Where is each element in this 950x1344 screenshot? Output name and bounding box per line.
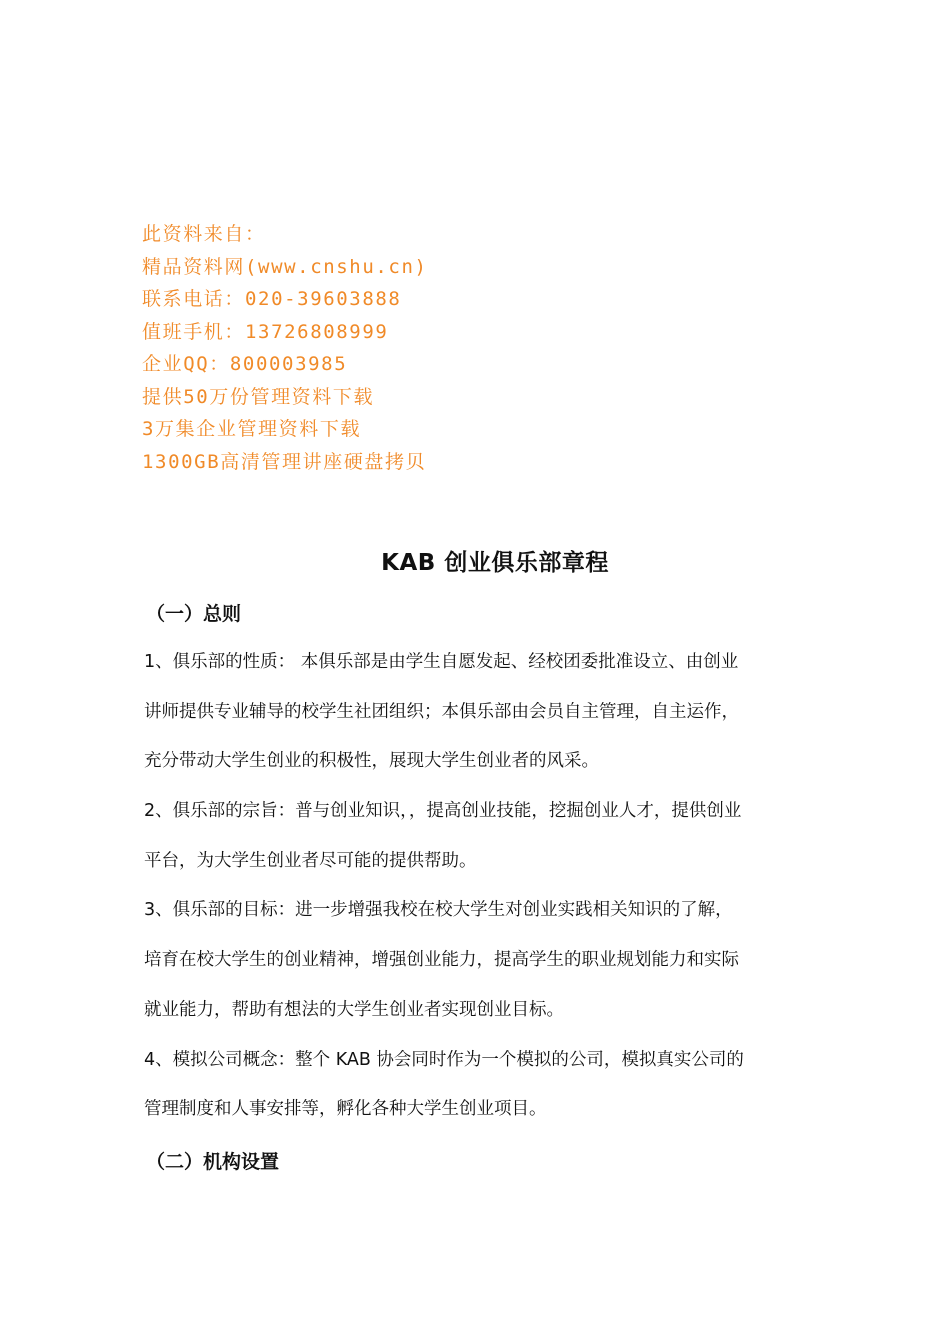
section-general-body (144, 650, 816, 1147)
source-line-offer-3: 1300GB高清管理讲座硬盘拷贝 (142, 450, 427, 473)
source-line-phone: 联系电话：020-39603888 (142, 288, 402, 310)
paragraph-line: 就业能力，帮助有想法的大学生创业者实现创业目标。 (144, 999, 564, 1020)
paragraph-line: 讲师提供专业辅导的校学生社团组织；本俱乐部由会员自主管理，自主运作， (144, 701, 739, 722)
paragraph-line: 4、模拟公司概念：整个 KAB 协会同时作为一个模拟的公司，模拟真实公司的 (144, 1049, 744, 1070)
source-line-offer-2: 3万集企业管理资料下载 (142, 418, 362, 440)
paragraph-line: 1、俱乐部的性质： 本俱乐部是由学生自愿发起、经校团委批准设立、由创业 (144, 652, 739, 672)
paragraph-line: 充分带动大学生创业的积极性，展现大学生创业者的风采。 (144, 751, 599, 772)
paragraph-line: 管理制度和人事安排等，孵化各种大学生创业项目。 (144, 1099, 547, 1120)
section-heading-organization: （二）机构设置 (146, 1151, 280, 1173)
source-line-website: 精品资料网(www.cnshu.cn) (142, 255, 428, 278)
document-title: KAB 创业俱乐部章程 (381, 550, 609, 576)
source-line-intro: 此资料来自： (142, 223, 266, 245)
source-info-block (142, 218, 428, 478)
paragraph-line: 培育在校大学生的创业精神，增强创业能力，提高学生的职业规划能力和实际 (144, 950, 739, 971)
paragraph-line: 平台，为大学生创业者尽可能的提供帮助。 (144, 850, 477, 871)
source-line-offer-1: 提供50万份管理资料下载 (142, 385, 375, 408)
section-heading-general: （一）总则 (146, 603, 242, 625)
source-line-mobile: 值班手机：13726808999 (142, 320, 389, 343)
paragraph-line: 2、俱乐部的宗旨：普与创业知识，，提高创业技能，挖掘创业人才，提供创业 (144, 801, 742, 822)
source-line-qq: 企业QQ：800003985 (142, 353, 348, 375)
paragraph-line: 3、俱乐部的目标：进一步增强我校在校大学生对创业实践相关知识的了解， (144, 900, 733, 921)
